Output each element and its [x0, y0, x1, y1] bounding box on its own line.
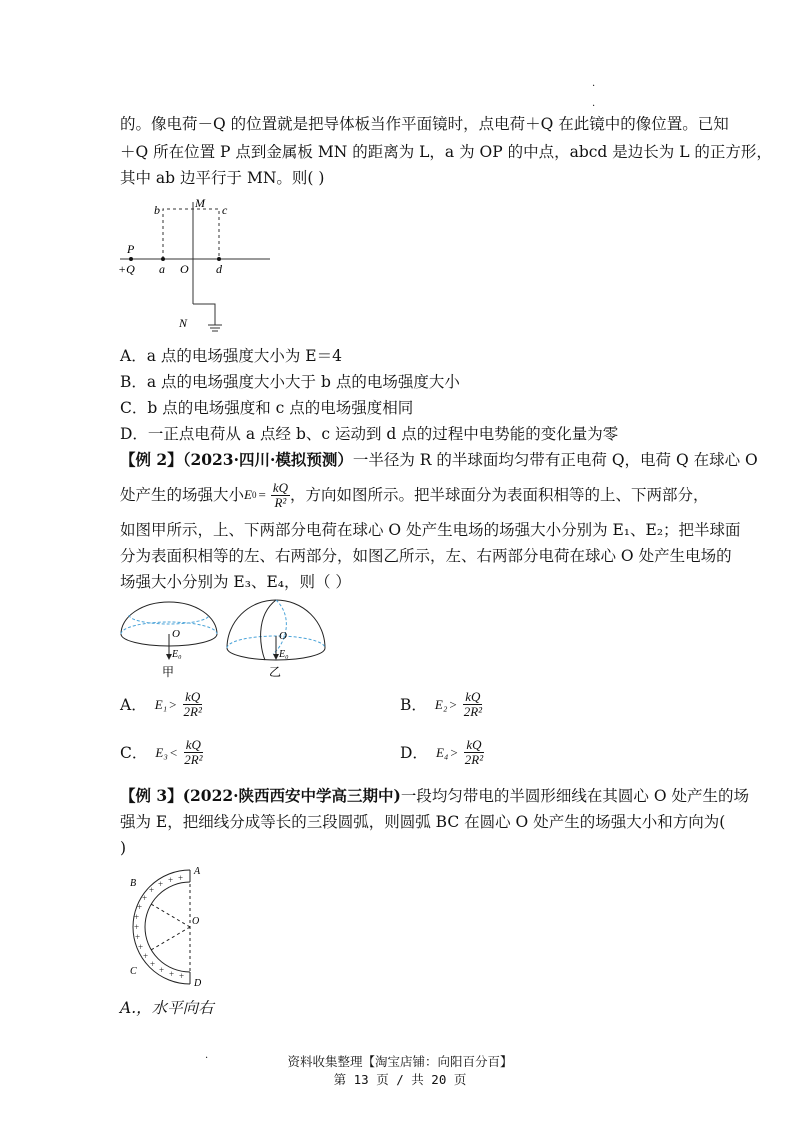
example-2-line: 如图甲所示，上、下两部分电荷在球心 O 处产生电场的场强大小分别为 E₁、E₂；把半球面 — [120, 521, 741, 539]
footer-dot: . — [205, 1050, 209, 1061]
fraction — [182, 738, 204, 767]
option-relation: > — [449, 696, 457, 712]
q1-text-line: 其中 ab 边平行于 MN。则( ) — [120, 169, 325, 187]
page-number: 第 13 页 / 共 20 页 — [333, 1072, 467, 1087]
svg-text:+: + — [135, 932, 141, 942]
svg-text:+: + — [169, 969, 175, 979]
example-tag: 【例 2】 — [120, 450, 183, 469]
hemisphere-figures — [115, 598, 330, 680]
e0-symbol: E — [244, 487, 252, 502]
example-text: 一半径为 R 的半球面均匀带有正电荷 Q，电荷 Q 在球心 O — [352, 451, 758, 469]
example-2-line — [120, 478, 709, 512]
svg-text:+: + — [179, 971, 185, 981]
option-letter: D． — [400, 743, 428, 762]
center-o-label: O — [192, 916, 200, 927]
fraction-denominator: 2R² — [463, 704, 483, 719]
point-a-label: a — [159, 262, 165, 276]
svg-text:+: + — [149, 885, 155, 895]
center-o-label: O — [279, 630, 287, 642]
field-formula — [244, 481, 290, 510]
option-relation: > — [450, 744, 458, 760]
q1-text-line: 的。像电荷－Q 的位置就是把导体板当作平面镜时，点电荷＋Q 在此镜中的像位置。已知 — [120, 115, 729, 133]
charge-q-label: +Q — [118, 262, 135, 276]
point-n-label: N — [179, 316, 188, 330]
option-formula — [436, 738, 485, 767]
option-a: A.，水平向右 — [120, 999, 214, 1017]
example-text: 一段均匀带电的半圆形细线在其圆心 O 处产生的场 — [400, 787, 749, 805]
header-dot: . — [592, 98, 596, 109]
option-formula — [435, 690, 484, 719]
example-2-line: 分为表面积相等的左、右两部分，如图乙所示，左、右两部分电荷在球心 O 处产生电场的 — [120, 547, 732, 565]
example-3-line: ) — [120, 839, 127, 857]
e0-label: E₀ — [172, 649, 182, 660]
example-source: （2023·四川·模拟预测） — [182, 450, 353, 469]
equals-sign: = — [258, 487, 266, 502]
option-relation: < — [169, 744, 178, 760]
fraction-denominator: 2R² — [184, 752, 203, 767]
fraction — [462, 690, 484, 719]
example-3-line — [120, 786, 749, 806]
figure-jia-label: 甲 — [162, 665, 175, 679]
svg-text:+: + — [137, 902, 143, 912]
option-d — [400, 738, 485, 767]
e0-subscript: 0 — [251, 490, 257, 500]
svg-text:+: + — [158, 879, 164, 889]
option-lhs: E₂ — [434, 696, 448, 712]
option-a: A．a 点的电场强度大小为 E＝4 — [120, 347, 342, 365]
option-lhs: E₄ — [435, 744, 449, 760]
option-letter: B． — [400, 695, 427, 714]
svg-text:+: + — [138, 942, 144, 952]
fraction-numerator: kQ — [185, 689, 201, 704]
point-d-label: D — [194, 978, 202, 989]
svg-text:+: + — [134, 912, 140, 922]
fraction — [271, 481, 290, 510]
svg-text:+: + — [143, 951, 149, 961]
fraction-denominator: R² — [274, 494, 287, 510]
option-relation: > — [169, 696, 177, 712]
fraction-denominator: 2R² — [183, 704, 202, 719]
figure-yi-label: 乙 — [269, 665, 282, 679]
example-3-line: 强为 E，把细线分成等长的三段圆弧，则圆弧 BC 在圆心 O 处产生的场强大小和方向为( — [120, 813, 726, 831]
svg-text:+: + — [168, 875, 174, 885]
point-a-label: A — [194, 866, 201, 877]
svg-text:+: + — [142, 893, 148, 903]
svg-text:+: + — [134, 922, 140, 932]
option-a — [120, 690, 204, 719]
point-m-label: M — [195, 196, 205, 210]
fraction-denominator: 2R² — [464, 752, 484, 767]
footer-source: 资料收集整理【淘宝店铺：向阳百分百】 — [287, 1054, 513, 1069]
svg-text:+: + — [150, 959, 156, 969]
point-p-label: P — [127, 242, 135, 256]
fraction-numerator: kQ — [185, 737, 201, 752]
center-o-label: O — [172, 628, 180, 640]
option-letter: C． — [120, 743, 148, 762]
image-charge-diagram — [112, 192, 277, 337]
q1-text-line: ＋Q 所在位置 P 点到金属板 MN 的距离为 L，a 为 OP 的中点，abcd 是边长为 L 的正方形， — [120, 143, 772, 161]
svg-text:+: + — [178, 873, 184, 883]
point-d-label: d — [216, 262, 222, 276]
example-source: (2022·陕西西安中学高三期中) — [182, 786, 401, 805]
option-letter: A． — [120, 695, 147, 714]
point-b-label: B — [130, 878, 137, 889]
semicircle-arc-diagram — [118, 862, 218, 992]
point-c-label: C — [130, 966, 137, 977]
point-b-label: b — [154, 203, 160, 217]
option-lhs: E₃ — [155, 744, 168, 760]
e0-label: E₀ — [279, 649, 289, 660]
option-d: D．一正点电荷从 a 点经 b、c 运动到 d 点的过程中电势能的变化量为零 — [120, 425, 619, 443]
option-formula — [155, 738, 204, 767]
example-text: 处产生的场强大小 — [120, 486, 245, 504]
fraction — [463, 738, 485, 767]
point-o-label: O — [180, 262, 189, 276]
option-c — [120, 738, 205, 767]
fraction-numerator: kQ — [272, 479, 288, 495]
option-formula — [155, 690, 204, 719]
option-lhs: E₁ — [154, 696, 168, 712]
fraction-numerator: kQ — [465, 689, 481, 704]
example-2-line — [120, 450, 758, 470]
option-b: B．a 点的电场强度大小大于 b 点的电场强度大小 — [120, 373, 460, 391]
option-b — [400, 690, 484, 719]
fraction — [182, 690, 204, 719]
point-c-label: c — [222, 203, 228, 217]
example-tag: 【例 3】 — [120, 786, 183, 805]
fraction-numerator: kQ — [466, 737, 482, 752]
example-text: ，方向如图所示。把半球面分为表面积相等的上、下两部分， — [289, 486, 709, 504]
option-c: C．b 点的电场强度和 c 点的电场强度相同 — [120, 399, 414, 417]
header-dot: . — [592, 78, 596, 89]
example-2-line: 场强大小分别为 E₃、E₄，则（ ） — [120, 573, 351, 591]
svg-text:+: + — [159, 965, 165, 975]
